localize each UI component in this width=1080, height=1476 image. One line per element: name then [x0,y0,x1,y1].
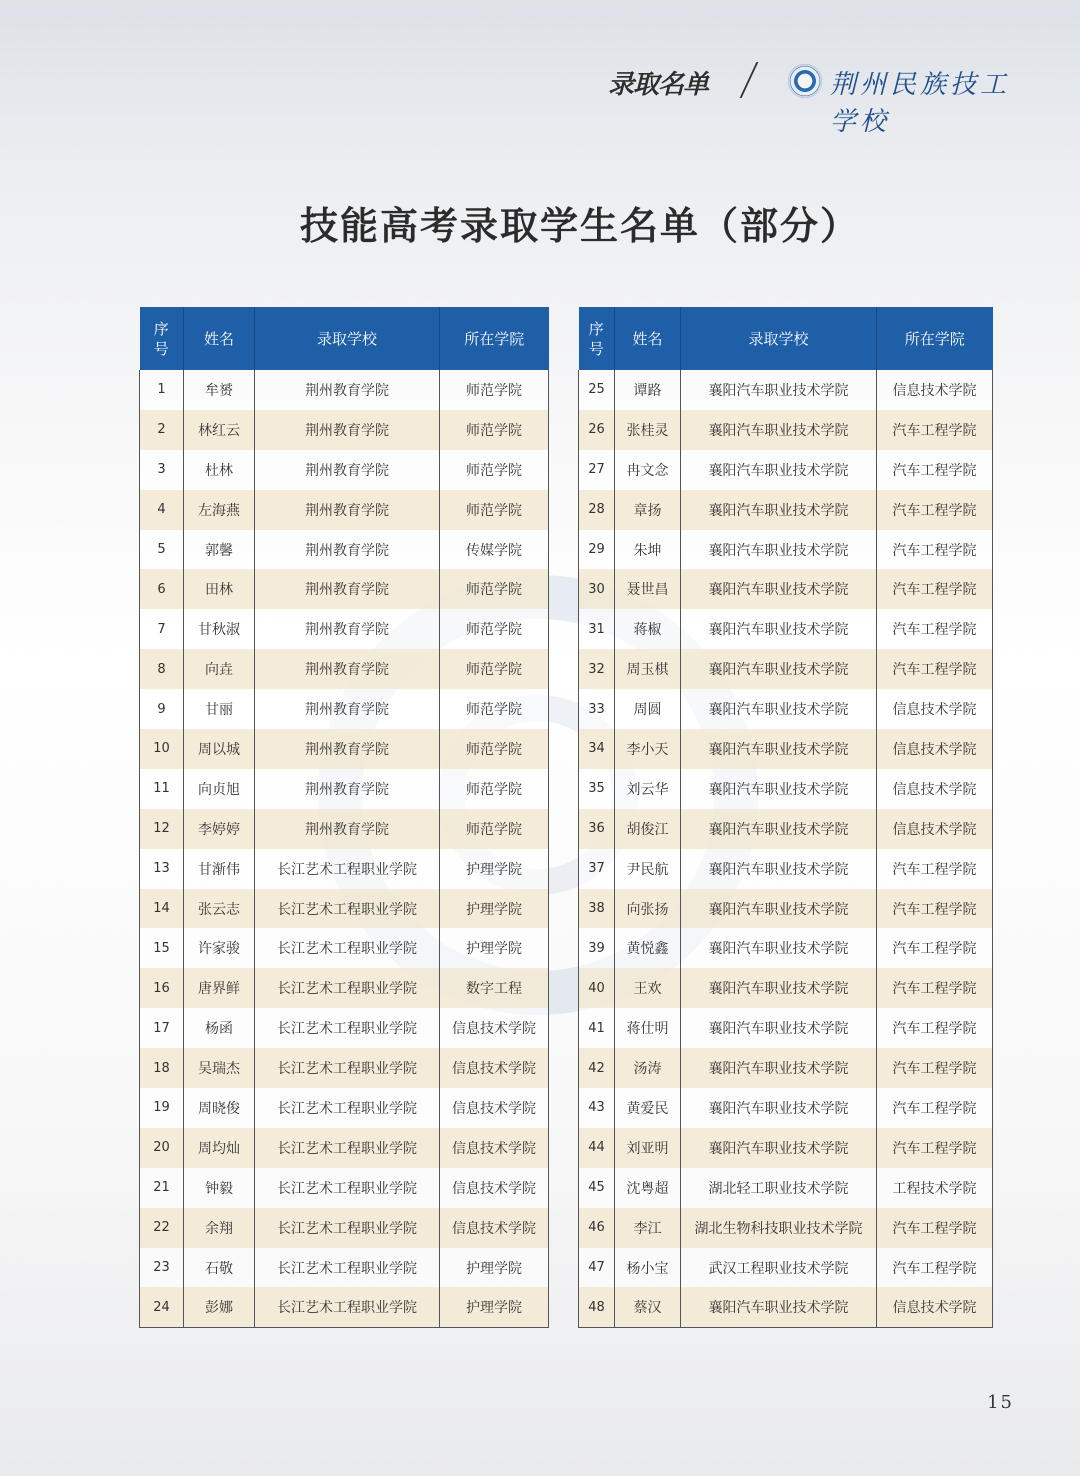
column-header-name: 姓名 [615,307,681,370]
table-row [579,1088,993,1128]
cell-college: 信息技术学院 [877,370,993,410]
cell-school: 襄阳汽车职业技术学院 [681,450,877,490]
cell-name: 郭馨 [184,530,255,570]
cell-college: 师范学院 [440,729,549,769]
table-row [140,490,549,530]
cell-name: 刘云华 [615,769,681,809]
cell-name: 石敬 [184,1248,255,1288]
cell-school: 长江艺术工程职业学院 [255,1208,440,1248]
cell-college: 信息技术学院 [877,689,993,729]
cell-name: 李小天 [615,729,681,769]
cell-seq: 38 [579,889,615,929]
table-row [140,968,549,1008]
column-header-seq: 序 号 [579,307,615,370]
cell-school: 襄阳汽车职业技术学院 [681,649,877,689]
cell-name: 向贞旭 [184,769,255,809]
cell-college: 护理学院 [440,1287,549,1327]
cell-school: 荆州教育学院 [255,729,440,769]
cell-school: 襄阳汽车职业技术学院 [681,410,877,450]
table-row [140,849,549,889]
cell-name: 吴瑞杰 [184,1048,255,1088]
cell-name: 沈粤超 [615,1168,681,1208]
cell-college: 汽车工程学院 [877,649,993,689]
table-row [579,450,993,490]
cell-college: 信息技术学院 [440,1008,549,1048]
cell-seq: 7 [140,609,184,649]
cell-seq: 11 [140,769,184,809]
cell-school: 荆州教育学院 [255,450,440,490]
cell-school: 荆州教育学院 [255,410,440,450]
cell-seq: 17 [140,1008,184,1048]
cell-college: 汽车工程学院 [877,1128,993,1168]
cell-college: 师范学院 [440,450,549,490]
cell-name: 黄爱民 [615,1088,681,1128]
cell-college: 护理学院 [440,928,549,968]
cell-name: 谭路 [615,370,681,410]
cell-college: 师范学院 [440,609,549,649]
cell-school: 荆州教育学院 [255,809,440,849]
cell-college: 汽车工程学院 [877,1088,993,1128]
cell-school: 襄阳汽车职业技术学院 [681,530,877,570]
cell-seq: 10 [140,729,184,769]
table-row [579,370,993,410]
cell-name: 刘亚明 [615,1128,681,1168]
cell-college: 师范学院 [440,689,549,729]
cell-name: 彭娜 [184,1287,255,1327]
cell-name: 周晓俊 [184,1088,255,1128]
cell-seq: 43 [579,1088,615,1128]
cell-name: 甘渐伟 [184,849,255,889]
cell-name: 黄悦鑫 [615,928,681,968]
cell-name: 甘丽 [184,689,255,729]
cell-college: 信息技术学院 [877,809,993,849]
cell-seq: 21 [140,1168,184,1208]
table-row [579,1208,993,1248]
cell-name: 李江 [615,1208,681,1248]
cell-seq: 46 [579,1208,615,1248]
roster-table-left [139,307,549,1328]
table-row [579,609,993,649]
cell-college: 师范学院 [440,649,549,689]
cell-name: 章扬 [615,490,681,530]
cell-college: 汽车工程学院 [877,569,993,609]
table-row [579,968,993,1008]
cell-college: 汽车工程学院 [877,889,993,929]
cell-seq: 28 [579,490,615,530]
cell-college: 汽车工程学院 [877,849,993,889]
table-row [579,1287,993,1327]
cell-college: 信息技术学院 [877,769,993,809]
cell-school: 荆州教育学院 [255,569,440,609]
cell-school: 长江艺术工程职业学院 [255,1128,440,1168]
table-row [579,410,993,450]
table-row [140,569,549,609]
column-header-school: 录取学校 [255,307,440,370]
table-row [140,530,549,570]
column-header-seq: 序 号 [140,307,184,370]
cell-name: 蒋仕明 [615,1008,681,1048]
table-row [579,928,993,968]
cell-school: 襄阳汽车职业技术学院 [681,1008,877,1048]
cell-school: 襄阳汽车职业技术学院 [681,1287,877,1327]
table-header-row [140,307,549,370]
cell-school: 襄阳汽车职业技术学院 [681,689,877,729]
cell-name: 左海燕 [184,490,255,530]
cell-school: 长江艺术工程职业学院 [255,849,440,889]
cell-seq: 30 [579,569,615,609]
cell-seq: 42 [579,1048,615,1088]
column-header-school: 录取学校 [681,307,877,370]
cell-name: 朱坤 [615,530,681,570]
cell-school: 襄阳汽车职业技术学院 [681,609,877,649]
cell-seq: 34 [579,729,615,769]
cell-name: 蒋椒 [615,609,681,649]
cell-seq: 32 [579,649,615,689]
cell-school: 襄阳汽车职业技术学院 [681,490,877,530]
cell-name: 林红云 [184,410,255,450]
cell-school: 荆州教育学院 [255,649,440,689]
table-row [579,1008,993,1048]
cell-school: 长江艺术工程职业学院 [255,1088,440,1128]
cell-school: 襄阳汽车职业技术学院 [681,809,877,849]
section-label: 录取名单 [608,70,709,100]
cell-seq: 27 [579,450,615,490]
cell-name: 余翔 [184,1208,255,1248]
column-header-college: 所在学院 [440,307,549,370]
cell-college: 师范学院 [440,410,549,450]
cell-school: 襄阳汽车职业技术学院 [681,569,877,609]
cell-name: 胡俊江 [615,809,681,849]
table-row [579,689,993,729]
table-row [579,729,993,769]
roster-table-right [578,307,993,1328]
cell-seq: 47 [579,1248,615,1288]
cell-college: 汽车工程学院 [877,968,993,1008]
column-header-name: 姓名 [184,307,255,370]
table-row [140,769,549,809]
cell-seq: 20 [140,1128,184,1168]
cell-school: 长江艺术工程职业学院 [255,1287,440,1327]
cell-seq: 45 [579,1168,615,1208]
table-row [140,450,549,490]
table-row [579,1168,993,1208]
cell-school: 襄阳汽车职业技术学院 [681,1048,877,1088]
cell-name: 王欢 [615,968,681,1008]
cell-name: 尹民航 [615,849,681,889]
cell-school: 荆州教育学院 [255,689,440,729]
cell-school: 长江艺术工程职业学院 [255,928,440,968]
cell-seq: 18 [140,1048,184,1088]
table-row [140,1168,549,1208]
cell-seq: 48 [579,1287,615,1327]
table-header-row [579,307,993,370]
cell-college: 信息技术学院 [440,1088,549,1128]
table-row [140,928,549,968]
cell-college: 汽车工程学院 [877,1048,993,1088]
cell-school: 长江艺术工程职业学院 [255,1168,440,1208]
cell-school: 长江艺术工程职业学院 [255,1048,440,1088]
cell-seq: 25 [579,370,615,410]
cell-seq: 15 [140,928,184,968]
cell-seq: 19 [140,1088,184,1128]
cell-school: 湖北轻工职业技术学院 [681,1168,877,1208]
cell-college: 传媒学院 [440,530,549,570]
cell-name: 周玉棋 [615,649,681,689]
cell-seq: 36 [579,809,615,849]
cell-seq: 22 [140,1208,184,1248]
cell-college: 师范学院 [440,490,549,530]
cell-seq: 31 [579,609,615,649]
cell-college: 信息技术学院 [440,1208,549,1248]
cell-name: 唐界鲜 [184,968,255,1008]
cell-college: 师范学院 [440,769,549,809]
cell-seq: 8 [140,649,184,689]
cell-college: 信息技术学院 [440,1168,549,1208]
cell-school: 襄阳汽车职业技术学院 [681,1128,877,1168]
cell-college: 汽车工程学院 [877,928,993,968]
cell-school: 长江艺术工程职业学院 [255,1008,440,1048]
cell-name: 蔡汉 [615,1287,681,1327]
table-row [140,1008,549,1048]
cell-seq: 4 [140,490,184,530]
cell-college: 护理学院 [440,849,549,889]
cell-name: 冉文念 [615,450,681,490]
cell-seq: 40 [579,968,615,1008]
cell-name: 杨函 [184,1008,255,1048]
cell-school: 荆州教育学院 [255,609,440,649]
cell-college: 师范学院 [440,370,549,410]
cell-seq: 14 [140,889,184,929]
cell-school: 襄阳汽车职业技术学院 [681,968,877,1008]
school-emblem-icon [788,64,822,98]
table-row [579,1128,993,1168]
cell-seq: 24 [140,1287,184,1327]
cell-seq: 37 [579,849,615,889]
cell-seq: 12 [140,809,184,849]
cell-seq: 26 [579,410,615,450]
cell-college: 师范学院 [440,569,549,609]
cell-college: 信息技术学院 [877,1287,993,1327]
cell-seq: 39 [579,928,615,968]
cell-seq: 6 [140,569,184,609]
cell-name: 向张扬 [615,889,681,929]
table-row [140,1248,549,1288]
table-row [140,889,549,929]
table-row [140,1287,549,1327]
cell-seq: 1 [140,370,184,410]
cell-college: 护理学院 [440,889,549,929]
cell-school: 荆州教育学院 [255,370,440,410]
cell-college: 汽车工程学院 [877,530,993,570]
table-row [140,1088,549,1128]
cell-college: 信息技术学院 [440,1048,549,1088]
cell-name: 周以城 [184,729,255,769]
table-row [140,1208,549,1248]
cell-college: 信息技术学院 [440,1128,549,1168]
cell-college: 汽车工程学院 [877,1208,993,1248]
cell-college: 师范学院 [440,809,549,849]
cell-college: 工程技术学院 [877,1168,993,1208]
cell-college: 汽车工程学院 [877,450,993,490]
cell-name: 钟毅 [184,1168,255,1208]
cell-name: 向垚 [184,649,255,689]
cell-college: 汽车工程学院 [877,1248,993,1288]
cell-school: 荆州教育学院 [255,490,440,530]
cell-school: 武汉工程职业技术学院 [681,1248,877,1288]
cell-college: 汽车工程学院 [877,1008,993,1048]
page-title: 技能高考录取学生名单（部分） [299,204,860,248]
table-row [140,689,549,729]
cell-name: 张桂灵 [615,410,681,450]
cell-school: 长江艺术工程职业学院 [255,889,440,929]
cell-college: 数字工程 [440,968,549,1008]
table-row [579,530,993,570]
cell-school: 荆州教育学院 [255,769,440,809]
cell-name: 聂世昌 [615,569,681,609]
cell-seq: 23 [140,1248,184,1288]
table-row [579,849,993,889]
cell-name: 田林 [184,569,255,609]
column-header-college: 所在学院 [877,307,993,370]
table-row [140,1048,549,1088]
cell-school: 襄阳汽车职业技术学院 [681,769,877,809]
table-row [579,1048,993,1088]
cell-college: 汽车工程学院 [877,490,993,530]
table-row [140,809,549,849]
table-row [579,809,993,849]
table-row [579,569,993,609]
cell-seq: 5 [140,530,184,570]
table-row [579,490,993,530]
cell-college: 汽车工程学院 [877,410,993,450]
cell-school: 襄阳汽车职业技术学院 [681,889,877,929]
cell-name: 张云志 [184,889,255,929]
cell-name: 周圆 [615,689,681,729]
cell-school: 荆州教育学院 [255,530,440,570]
table-row [579,649,993,689]
cell-school: 襄阳汽车职业技术学院 [681,849,877,889]
cell-school: 长江艺术工程职业学院 [255,968,440,1008]
table-row [140,649,549,689]
cell-seq: 9 [140,689,184,729]
cell-name: 许家骏 [184,928,255,968]
table-row [140,729,549,769]
cell-school: 襄阳汽车职业技术学院 [681,729,877,769]
header-divider [740,62,759,98]
school-name: 荆州民族技工学校 [830,70,1011,137]
cell-name: 汤涛 [615,1048,681,1088]
cell-name: 杜林 [184,450,255,490]
cell-school: 襄阳汽车职业技术学院 [681,1088,877,1128]
table-row [579,889,993,929]
table-row [140,1128,549,1168]
cell-school: 襄阳汽车职业技术学院 [681,928,877,968]
page-number: 15 [987,1392,1014,1413]
cell-school: 襄阳汽车职业技术学院 [681,370,877,410]
table-row [140,370,549,410]
cell-seq: 3 [140,450,184,490]
cell-seq: 44 [579,1128,615,1168]
cell-seq: 35 [579,769,615,809]
cell-seq: 29 [579,530,615,570]
table-row [579,1248,993,1288]
table-row [140,410,549,450]
cell-seq: 33 [579,689,615,729]
cell-seq: 41 [579,1008,615,1048]
cell-name: 杨小宝 [615,1248,681,1288]
cell-name: 周均灿 [184,1128,255,1168]
cell-college: 信息技术学院 [877,729,993,769]
cell-college: 汽车工程学院 [877,609,993,649]
cell-seq: 2 [140,410,184,450]
table-row [579,769,993,809]
table-row [140,609,549,649]
cell-college: 护理学院 [440,1248,549,1288]
cell-name: 李婷婷 [184,809,255,849]
cell-school: 长江艺术工程职业学院 [255,1248,440,1288]
cell-seq: 13 [140,849,184,889]
cell-school: 湖北生物科技职业技术学院 [681,1208,877,1248]
page-header [600,62,1020,137]
cell-name: 牟赟 [184,370,255,410]
cell-seq: 16 [140,968,184,1008]
cell-name: 甘秋淑 [184,609,255,649]
